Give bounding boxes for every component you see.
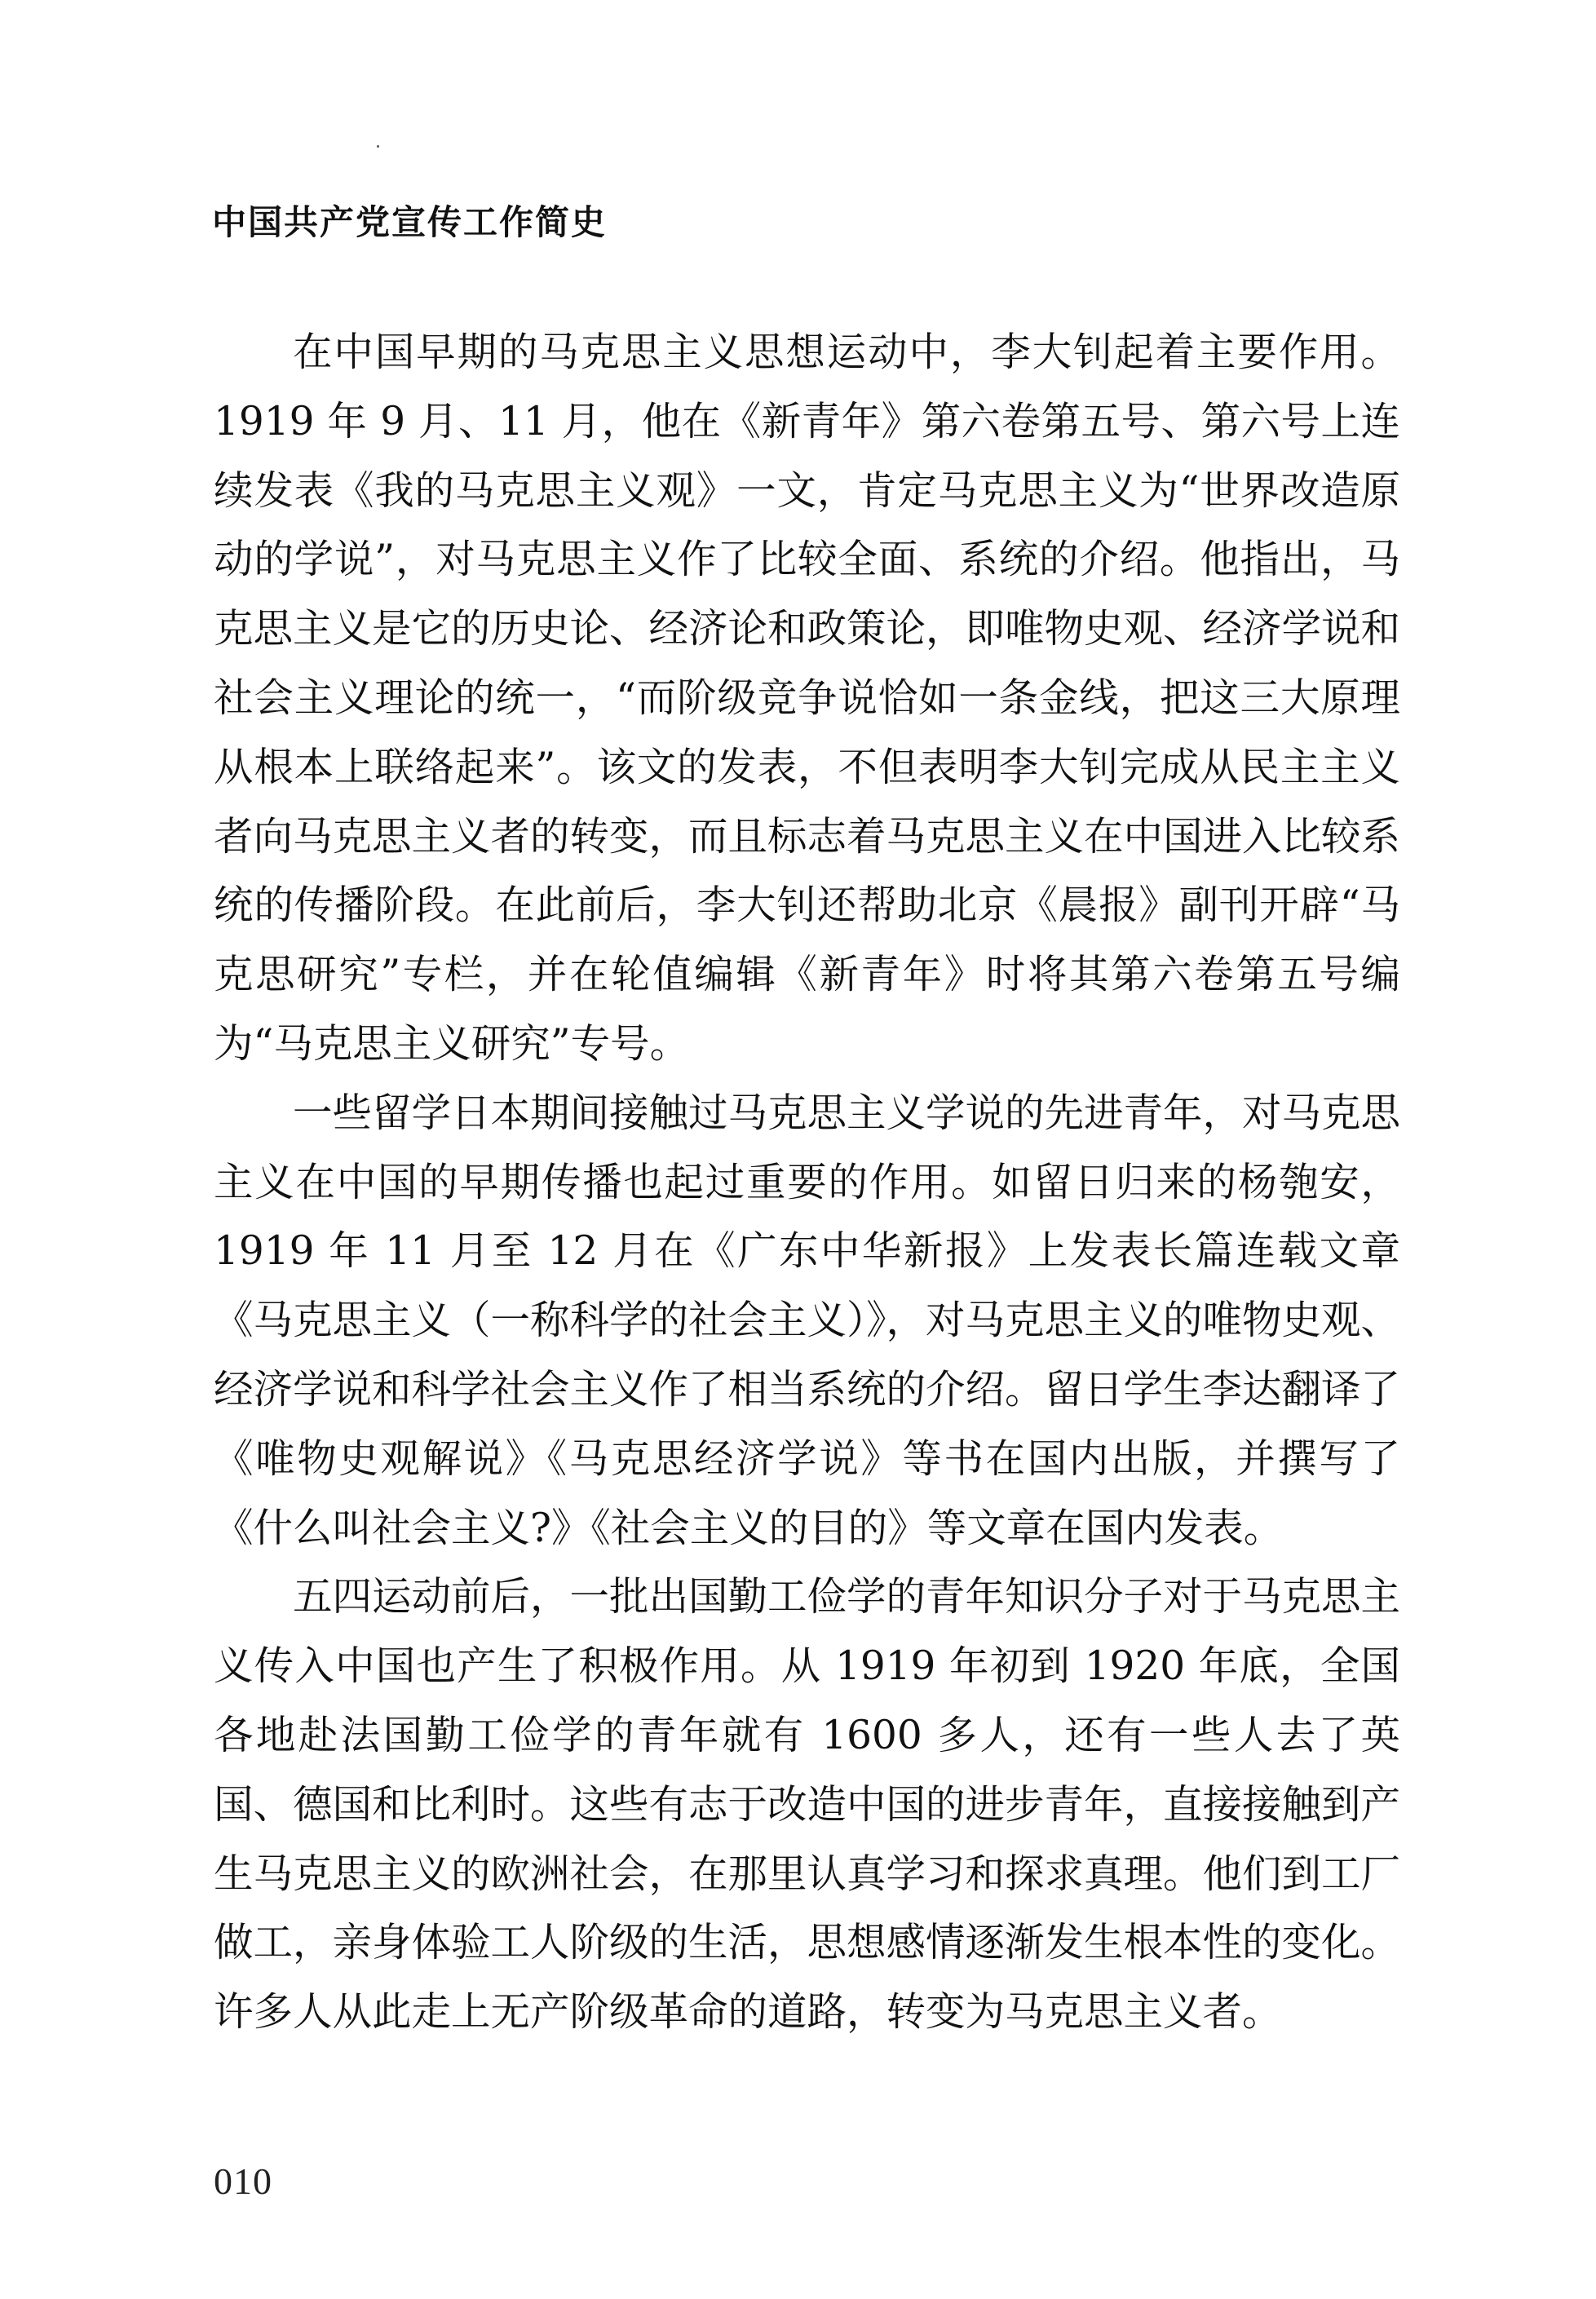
paragraph: 在中国早期的马克思主义思想运动中，李大钊起着主要作用。1919 年 9 月、11 月，他在《新青年》第六卷第五号、第六号上连续发表《我的马克思主义观》一文，肯定马克思主义为“世界改造原动的学说”，对马克思主义作了比较全面、系统的介绍。他指出，马克思主义是它的历史论、经济论和政策论，即唯物史观、经济学说和社会主义理论的统一，“而阶级竞争说恰如一条金线，把这三大原理从根本上联络起来”。该文的发表，不但表明李大钊完成从民主主义者向马克思主义者的转变，而且标志着马克思主义在中国进入比较系统的传播阶段。在此前后，李大钊还帮助北京《晨报》副刊开辟“马克思研究”专栏，并在轮值编辑《新青年》时将其第六卷第五号编为“马克思主义研究”专号。 <box>214 329 1401 1067</box>
scan-speck <box>377 145 379 148</box>
page-number: 010 <box>214 2160 272 2202</box>
paragraph: 五四运动前后，一批出国勤工俭学的青年知识分子对于马克思主义传入中国也产生了积极作用。从 1919 年初到 1920 年底，全国各地赴法国勤工俭学的青年就有 1600 多人，还有一些人去了英国、德国和比利时。这些有志于改造中国的进步青年，直接接触到产生马克思主义的欧洲社会，在那里认真学习和探求真理。他们到工厂做工，亲身体验工人阶级的生活，思想感情逐渐发生根本性的变化。许多人从此走上无产阶级革命的道路，转变为马克思主义者。 <box>214 1574 1401 2036</box>
body-text <box>214 318 1400 2047</box>
paragraph: 一些留学日本期间接触过马克思主义学说的先进青年，对马克思主义在中国的早期传播也起过重要的作用。如留日归来的杨匏安，1919 年 11 月至 12 月在《广东中华新报》上发表长篇连载文章《马克思主义（一称科学的社会主义）》，对马克思主义的唯物史观、经济学说和科学社会主义作了相当系统的介绍。留日学生李达翻译了《唯物史观解说》《马克思经济学说》等书在国内出版，并撰写了《什么叫社会主义?》《社会主义的目的》等文章在国内发表。 <box>214 1090 1401 1551</box>
running-head: 中国共产党宣传工作简史 <box>212 202 608 242</box>
